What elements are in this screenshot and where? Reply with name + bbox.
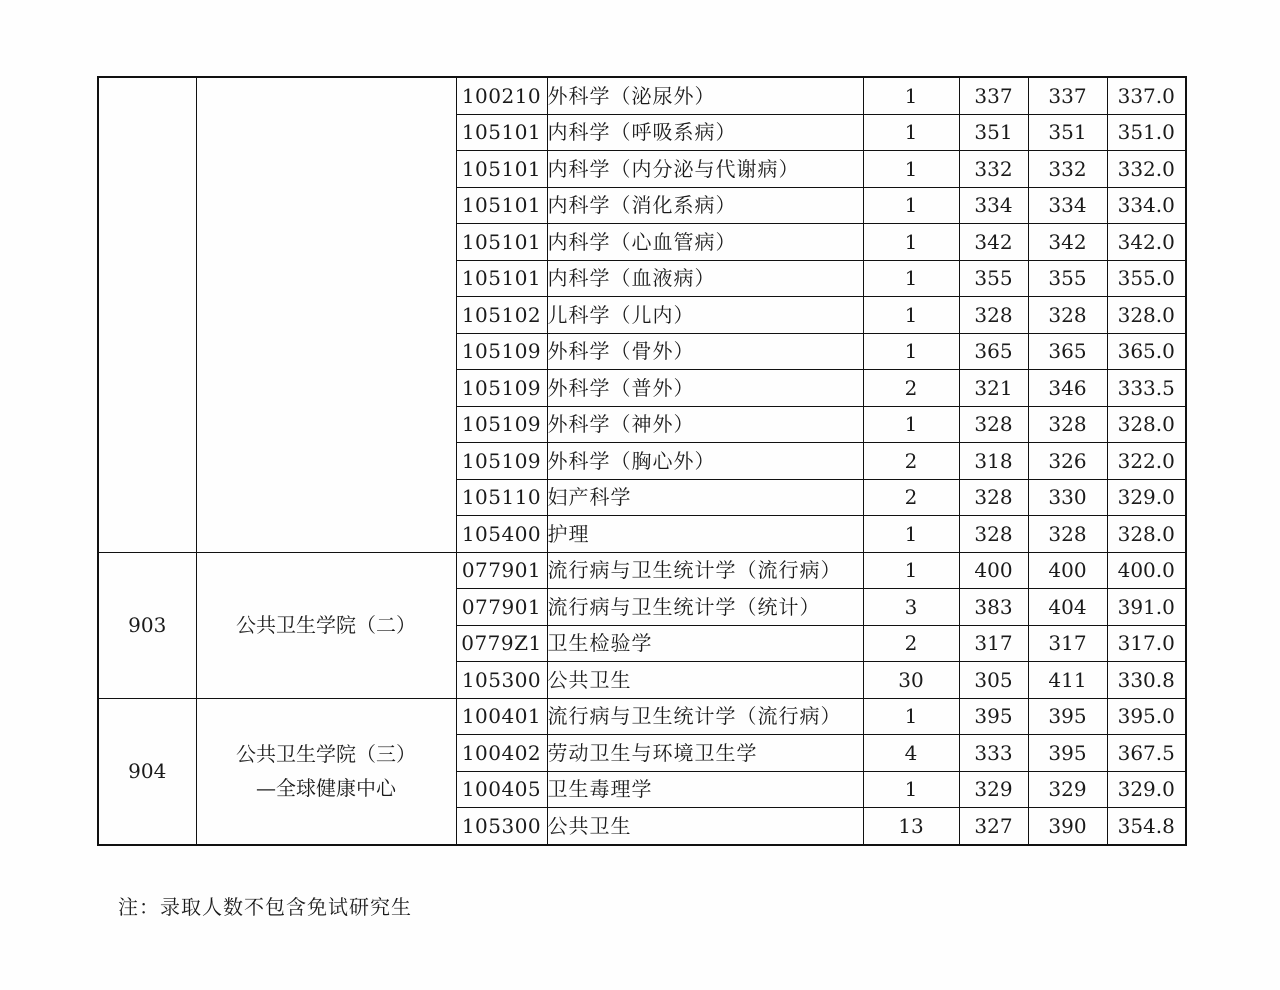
max-score-cell: 334 <box>1028 187 1107 224</box>
min-score-cell: 351 <box>959 114 1028 151</box>
max-score-cell: 330 <box>1028 479 1107 516</box>
admitted-count-cell: 1 <box>863 77 959 114</box>
min-score-cell: 328 <box>959 297 1028 334</box>
major-name-cell: 内科学（内分泌与代谢病） <box>547 151 863 188</box>
max-score-cell: 317 <box>1028 625 1107 662</box>
avg-score-cell: 329.0 <box>1107 771 1186 808</box>
admitted-count-cell: 2 <box>863 479 959 516</box>
major-name-cell: 公共卫生 <box>547 662 863 699</box>
max-score-cell: 342 <box>1028 224 1107 261</box>
major-code-cell: 105102 <box>456 297 547 334</box>
avg-score-cell: 337.0 <box>1107 77 1186 114</box>
institute-name-line: 公共卫生学院（三） <box>236 742 416 766</box>
major-name-cell: 卫生检验学 <box>547 625 863 662</box>
major-code-cell: 100405 <box>456 771 547 808</box>
avg-score-cell: 334.0 <box>1107 187 1186 224</box>
institute-name-line: —全球健康中心 <box>256 776 396 800</box>
major-name-cell: 外科学（普外） <box>547 370 863 407</box>
institute-name-cell <box>196 77 456 552</box>
major-name-cell: 流行病与卫生统计学（流行病） <box>547 698 863 735</box>
min-score-cell: 365 <box>959 333 1028 370</box>
max-score-cell: 355 <box>1028 260 1107 297</box>
table-row <box>98 552 1186 589</box>
major-code-cell: 105109 <box>456 370 547 407</box>
institute-name-cell <box>196 552 456 698</box>
max-score-cell: 390 <box>1028 808 1107 845</box>
max-score-cell: 400 <box>1028 552 1107 589</box>
admitted-count-cell: 1 <box>863 552 959 589</box>
avg-score-cell: 342.0 <box>1107 224 1186 261</box>
admitted-count-cell: 1 <box>863 698 959 735</box>
major-code-cell: 105300 <box>456 808 547 845</box>
admitted-count-cell: 2 <box>863 370 959 407</box>
major-name-cell: 内科学（心血管病） <box>547 224 863 261</box>
major-name-cell: 流行病与卫生统计学（流行病） <box>547 552 863 589</box>
avg-score-cell: 328.0 <box>1107 406 1186 443</box>
admitted-count-cell: 3 <box>863 589 959 626</box>
admitted-count-cell: 1 <box>863 771 959 808</box>
avg-score-cell: 328.0 <box>1107 297 1186 334</box>
avg-score-cell: 330.8 <box>1107 662 1186 699</box>
table-row <box>98 77 1186 114</box>
max-score-cell: 411 <box>1028 662 1107 699</box>
major-code-cell: 100402 <box>456 735 547 772</box>
admitted-count-cell: 1 <box>863 516 959 553</box>
major-name-cell: 卫生毒理学 <box>547 771 863 808</box>
institute-code-cell: 903 <box>98 552 196 698</box>
min-score-cell: 318 <box>959 443 1028 480</box>
min-score-cell: 327 <box>959 808 1028 845</box>
major-code-cell: 105101 <box>456 151 547 188</box>
major-name-cell: 妇产科学 <box>547 479 863 516</box>
min-score-cell: 305 <box>959 662 1028 699</box>
min-score-cell: 332 <box>959 151 1028 188</box>
max-score-cell: 337 <box>1028 77 1107 114</box>
max-score-cell: 328 <box>1028 297 1107 334</box>
avg-score-cell: 328.0 <box>1107 516 1186 553</box>
admission-score-table <box>97 76 1187 846</box>
major-name-cell: 公共卫生 <box>547 808 863 845</box>
major-code-cell: 105400 <box>456 516 547 553</box>
max-score-cell: 395 <box>1028 735 1107 772</box>
admitted-count-cell: 30 <box>863 662 959 699</box>
avg-score-cell: 354.8 <box>1107 808 1186 845</box>
major-name-cell: 外科学（胸心外） <box>547 443 863 480</box>
footnote: 注：录取人数不包含免试研究生 <box>118 895 412 919</box>
avg-score-cell: 351.0 <box>1107 114 1186 151</box>
admitted-count-cell: 1 <box>863 297 959 334</box>
min-score-cell: 317 <box>959 625 1028 662</box>
major-name-cell: 外科学（骨外） <box>547 333 863 370</box>
max-score-cell: 351 <box>1028 114 1107 151</box>
institute-code-cell: 904 <box>98 698 196 845</box>
table-body <box>98 77 1186 845</box>
min-score-cell: 342 <box>959 224 1028 261</box>
min-score-cell: 337 <box>959 77 1028 114</box>
major-code-cell: 100401 <box>456 698 547 735</box>
avg-score-cell: 395.0 <box>1107 698 1186 735</box>
major-code-cell: 105101 <box>456 187 547 224</box>
max-score-cell: 395 <box>1028 698 1107 735</box>
admitted-count-cell: 4 <box>863 735 959 772</box>
min-score-cell: 329 <box>959 771 1028 808</box>
major-code-cell: 077901 <box>456 589 547 626</box>
max-score-cell: 332 <box>1028 151 1107 188</box>
major-name-cell: 流行病与卫生统计学（统计） <box>547 589 863 626</box>
min-score-cell: 328 <box>959 479 1028 516</box>
avg-score-cell: 317.0 <box>1107 625 1186 662</box>
avg-score-cell: 367.5 <box>1107 735 1186 772</box>
major-code-cell: 105109 <box>456 406 547 443</box>
avg-score-cell: 365.0 <box>1107 333 1186 370</box>
min-score-cell: 321 <box>959 370 1028 407</box>
major-code-cell: 105300 <box>456 662 547 699</box>
major-name-cell: 内科学（消化系病） <box>547 187 863 224</box>
major-code-cell: 0779Z1 <box>456 625 547 662</box>
major-code-cell: 105101 <box>456 260 547 297</box>
max-score-cell: 328 <box>1028 516 1107 553</box>
avg-score-cell: 322.0 <box>1107 443 1186 480</box>
major-code-cell: 105101 <box>456 114 547 151</box>
major-name-cell: 外科学（神外） <box>547 406 863 443</box>
major-code-cell: 105109 <box>456 333 547 370</box>
min-score-cell: 328 <box>959 516 1028 553</box>
admitted-count-cell: 1 <box>863 224 959 261</box>
major-name-cell: 外科学（泌尿外） <box>547 77 863 114</box>
min-score-cell: 333 <box>959 735 1028 772</box>
major-name-cell: 护理 <box>547 516 863 553</box>
max-score-cell: 329 <box>1028 771 1107 808</box>
max-score-cell: 365 <box>1028 333 1107 370</box>
major-name-cell: 内科学（血液病） <box>547 260 863 297</box>
admitted-count-cell: 1 <box>863 114 959 151</box>
avg-score-cell: 400.0 <box>1107 552 1186 589</box>
major-code-cell: 105109 <box>456 443 547 480</box>
major-code-cell: 077901 <box>456 552 547 589</box>
avg-score-cell: 355.0 <box>1107 260 1186 297</box>
major-name-cell: 内科学（呼吸系病） <box>547 114 863 151</box>
admitted-count-cell: 1 <box>863 406 959 443</box>
min-score-cell: 328 <box>959 406 1028 443</box>
admitted-count-cell: 13 <box>863 808 959 845</box>
avg-score-cell: 329.0 <box>1107 479 1186 516</box>
major-code-cell: 105110 <box>456 479 547 516</box>
min-score-cell: 334 <box>959 187 1028 224</box>
major-name-cell: 儿科学（儿内） <box>547 297 863 334</box>
admitted-count-cell: 1 <box>863 151 959 188</box>
min-score-cell: 400 <box>959 552 1028 589</box>
min-score-cell: 383 <box>959 589 1028 626</box>
major-code-cell: 105101 <box>456 224 547 261</box>
min-score-cell: 355 <box>959 260 1028 297</box>
max-score-cell: 404 <box>1028 589 1107 626</box>
admitted-count-cell: 1 <box>863 187 959 224</box>
major-code-cell: 100210 <box>456 77 547 114</box>
institute-name-cell <box>196 698 456 845</box>
avg-score-cell: 332.0 <box>1107 151 1186 188</box>
max-score-cell: 328 <box>1028 406 1107 443</box>
avg-score-cell: 391.0 <box>1107 589 1186 626</box>
admitted-count-cell: 1 <box>863 260 959 297</box>
max-score-cell: 346 <box>1028 370 1107 407</box>
institute-name-line: 公共卫生学院（二） <box>236 613 416 637</box>
min-score-cell: 395 <box>959 698 1028 735</box>
avg-score-cell: 333.5 <box>1107 370 1186 407</box>
admitted-count-cell: 2 <box>863 443 959 480</box>
max-score-cell: 326 <box>1028 443 1107 480</box>
admitted-count-cell: 1 <box>863 333 959 370</box>
major-name-cell: 劳动卫生与环境卫生学 <box>547 735 863 772</box>
table-row <box>98 698 1186 735</box>
institute-code-cell <box>98 77 196 552</box>
admitted-count-cell: 2 <box>863 625 959 662</box>
